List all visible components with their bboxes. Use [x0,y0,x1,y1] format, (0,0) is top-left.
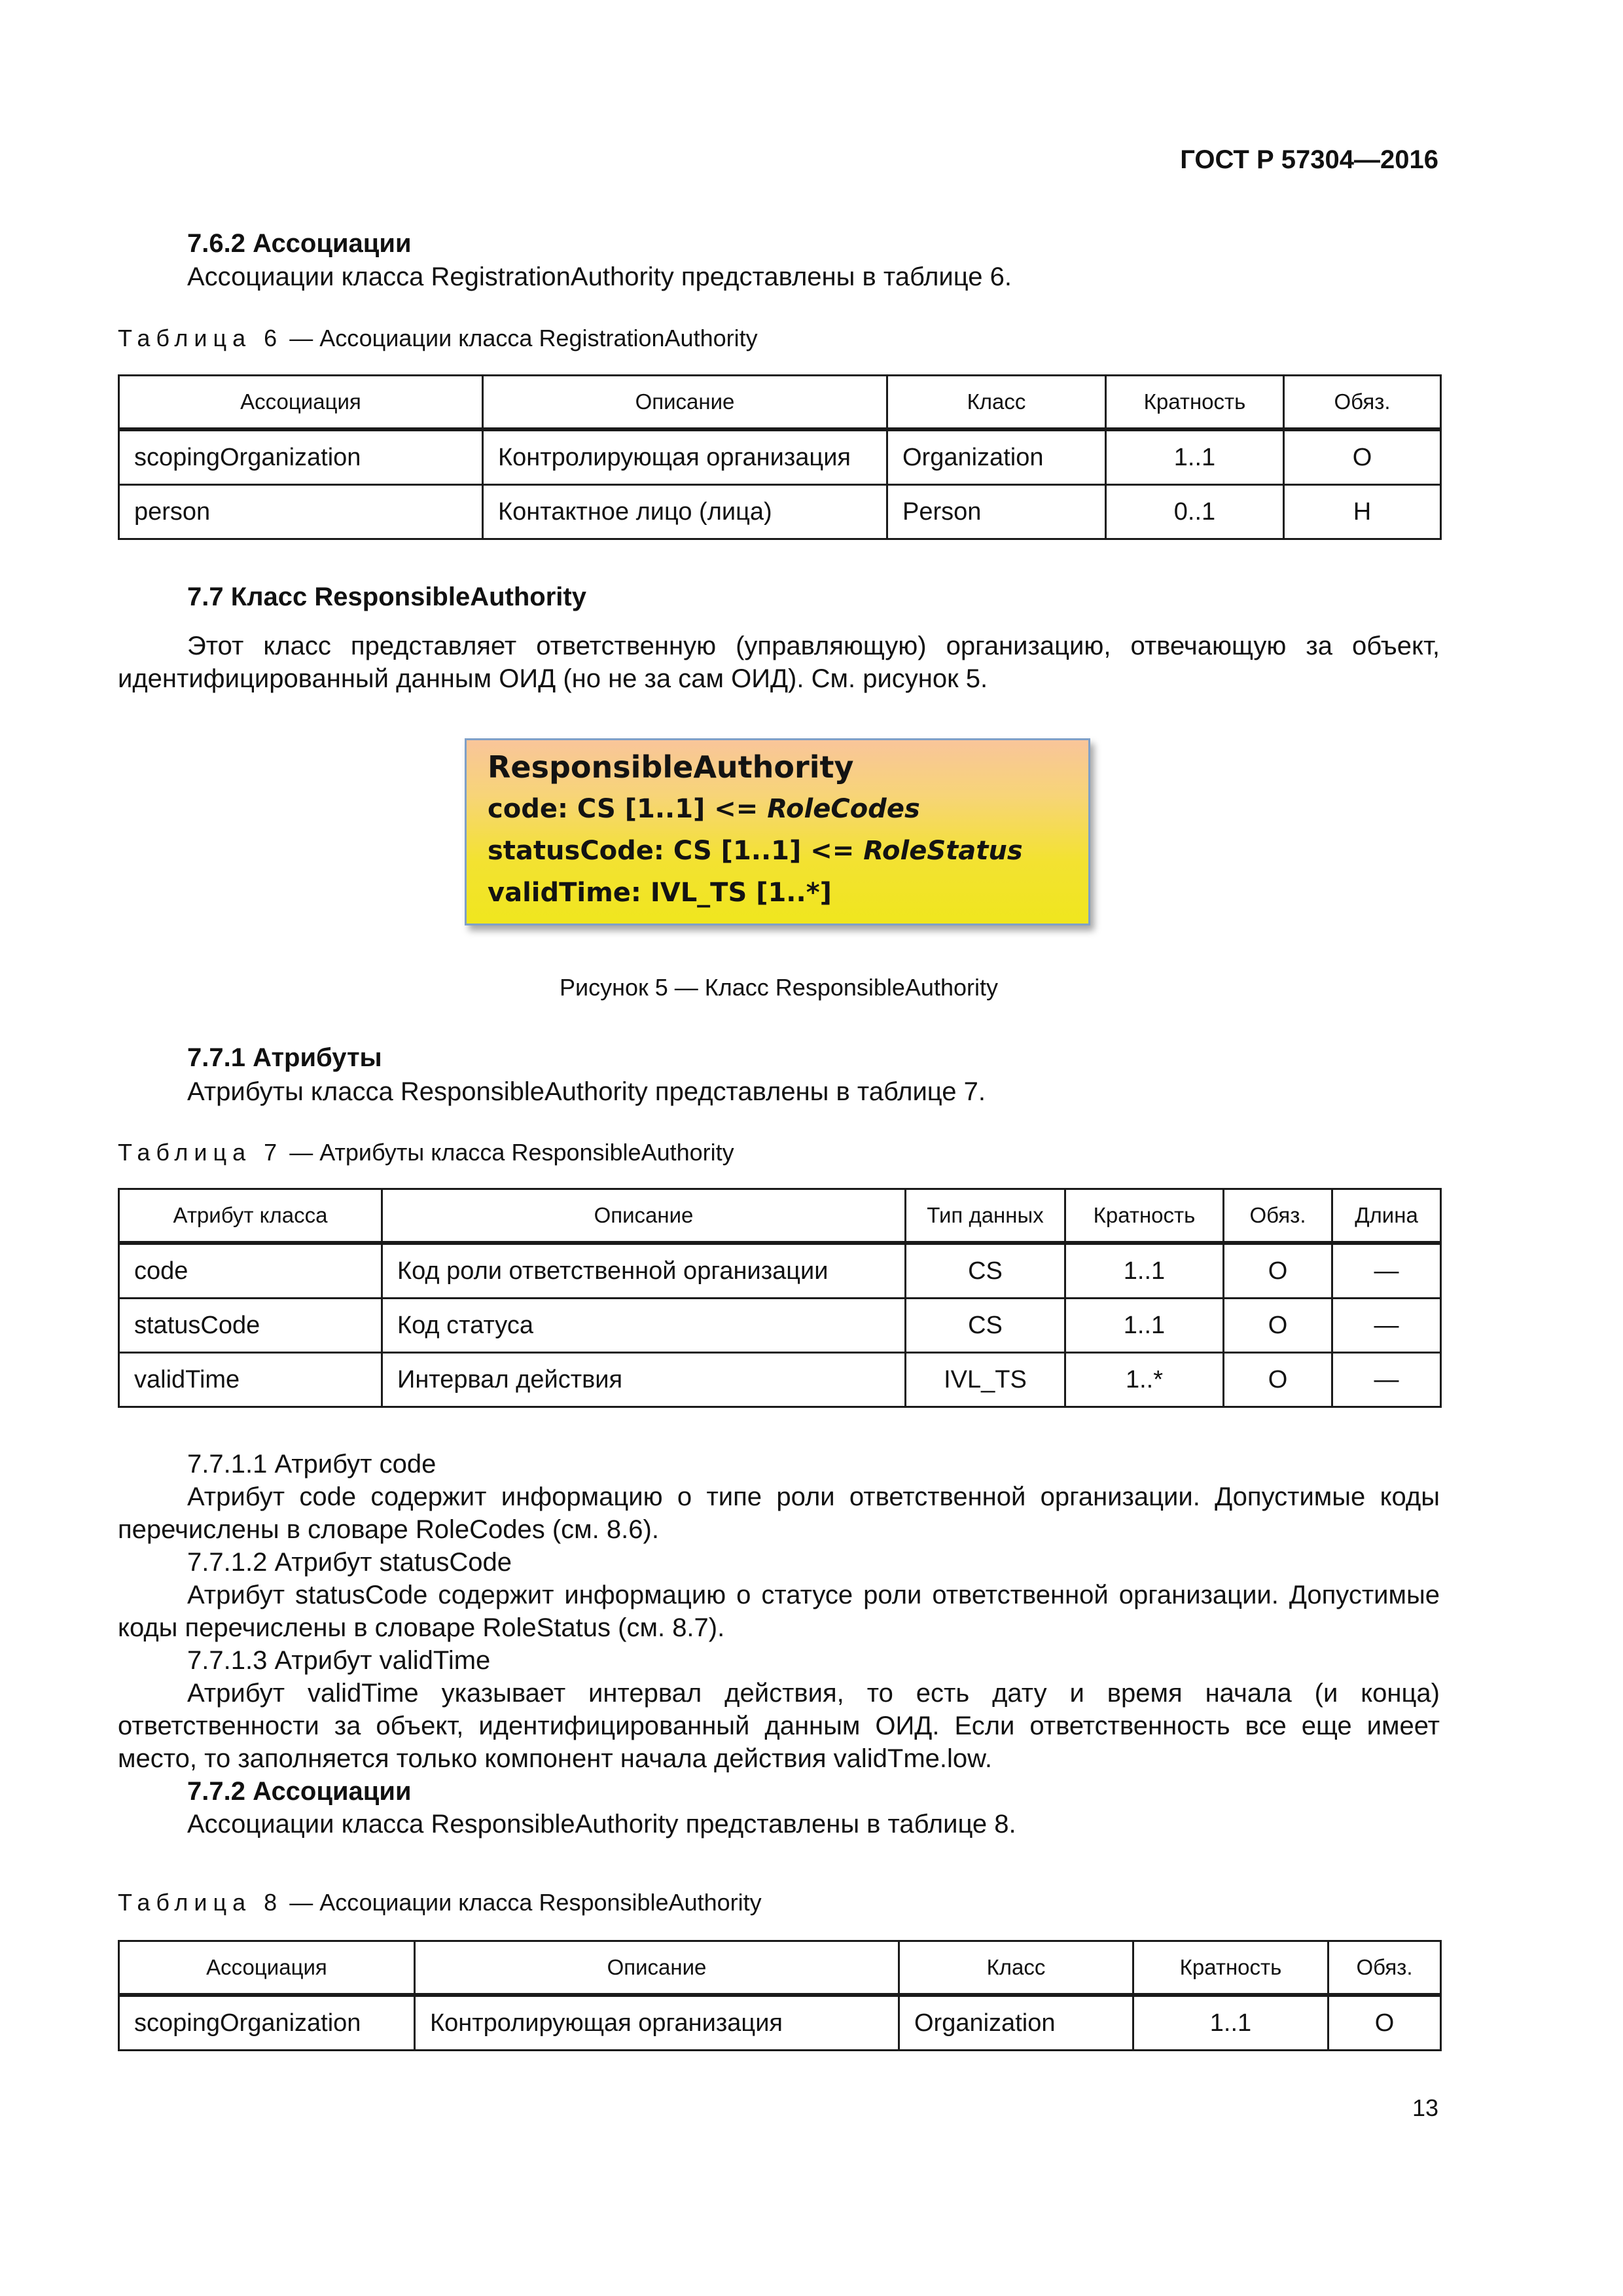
section-7-7-1-3-text: Атрибут validTime указывает интервал действия, то есть дату и время начала (и конца) ответственности за объект, идентифицированный данным ОИД. Если ответственность все еще имеет место, то заполняется только компонент начала действия validTme.low. [118,1679,1440,1773]
table-cell: Н [1284,485,1441,539]
table-7 [118,1188,1442,1408]
section-7-7-1-text: Атрибуты класса ResponsibleAuthority представлены в таблице 7. [187,1077,986,1106]
diagram-attribute-code [488,794,920,824]
table-cell: О [1329,1995,1441,2051]
table-row [119,1243,1441,1299]
table-cell: CS [906,1299,1065,1353]
table-cell: Контролирующая организация [415,1995,899,2051]
figure-5-caption: Рисунок 5 — Класс ResponsibleAuthority [560,974,998,1001]
table-cell: О [1224,1299,1332,1353]
attributes-description-block [118,1448,1440,1840]
section-7-6-2-heading: 7.6.2 Ассоциации [187,229,412,258]
table-cell: 1..1 [1065,1299,1224,1353]
table-cell: Контактное лицо (лица) [483,485,887,539]
table-row [119,1995,1441,2051]
diagram-attribute-text: code: CS [1..1] <= [488,794,768,824]
table-cell: Organization [887,429,1106,485]
table-cell: 1..1 [1065,1243,1224,1299]
table-header-row [119,1189,1441,1244]
diagram-vocabulary-ref: RoleCodes [767,794,920,824]
diagram-attribute-validtime: validTime: IVL_TS [1..*] [488,878,832,908]
table-cell: code [119,1243,382,1299]
section-7-6-2-text: Ассоциации класса RegistrationAuthority представлены в таблице 6. [187,262,1012,291]
table-row [119,485,1441,539]
section-7-7-1-3-heading: 7.7.1.3 Атрибут validTime [187,1646,491,1675]
table-cell: scopingOrganization [119,1995,415,2051]
table-6-caption-title: — Ассоциации класса RegistrationAuthority [289,325,758,351]
table-header-row [119,376,1441,430]
section-7-7-text: Этот класс представляет ответственную (управляющую) организацию, отвечающую за объект, идентифицированный данным ОИД (но не за сам ОИД). См. рисунок 5. [118,632,1440,693]
class-diagram-box [465,738,1090,925]
table-cell: 1..1 [1133,1995,1329,2051]
table-8-caption-title: — Ассоциации класса ResponsibleAuthority [289,1889,762,1916]
table-cell: 0..1 [1106,485,1284,539]
table-cell: О [1284,429,1441,485]
header-cell: Описание [483,376,887,430]
header-cell: Класс [887,376,1106,430]
diagram-class-name: ResponsibleAuthority [488,749,854,785]
table-6 [118,374,1442,540]
table-cell: О [1224,1243,1332,1299]
diagram-attribute-statuscode [488,836,1023,866]
table-header-row [119,1941,1441,1996]
table-cell: — [1332,1243,1441,1299]
diagram-vocabulary-ref: RoleStatus [863,836,1023,866]
section-7-7-1-2-text: Атрибут statusCode содержит информацию о статусе роли ответственной организации. Допустимые коды перечислены в словаре RoleStatus (см. 8.7). [118,1581,1440,1642]
table-cell: 1..* [1065,1353,1224,1407]
table-cell: CS [906,1243,1065,1299]
header-cell: Атрибут класса [119,1189,382,1244]
table-cell: Organization [899,1995,1133,2051]
section-7-7-1-1-heading: 7.7.1.1 Атрибут code [187,1450,437,1479]
table-8-caption-label: Таблица 8 [118,1889,283,1916]
header-cell: Ассоциация [119,376,483,430]
header-cell: Длина [1332,1189,1441,1244]
table-cell: statusCode [119,1299,382,1353]
header-cell: Кратность [1065,1189,1224,1244]
table-cell: 1..1 [1106,429,1284,485]
table-6-caption-label: Таблица 6 [118,325,283,351]
header-cell: Кратность [1133,1941,1329,1996]
table-cell: Код статуса [382,1299,906,1353]
table-cell: person [119,485,483,539]
standard-designation: ГОСТ Р 57304—2016 [1180,145,1438,174]
table-row [119,429,1441,485]
table-cell: — [1332,1353,1441,1407]
table-7-caption-label: Таблица 7 [118,1139,283,1166]
table-8-caption [118,1889,762,1916]
header-cell: Обяз. [1284,376,1441,430]
table-cell: О [1224,1353,1332,1407]
section-7-7-heading: 7.7 Класс ResponsibleAuthority [187,583,586,611]
header-cell: Ассоциация [119,1941,415,1996]
header-cell: Обяз. [1224,1189,1332,1244]
section-7-7-1-1-text: Атрибут code содержит информацию о типе роли ответственной организации. Допустимые коды перечислены в словаре RoleCodes (см. 8.6). [118,1482,1440,1544]
table-7-caption-title: — Атрибуты класса ResponsibleAuthority [289,1139,734,1166]
table-cell: — [1332,1299,1441,1353]
header-cell: Кратность [1106,376,1284,430]
table-cell: Контролирующая организация [483,429,887,485]
header-cell: Описание [382,1189,906,1244]
diagram-attribute-text: statusCode: CS [1..1] <= [488,836,864,866]
table-7-caption [118,1139,734,1166]
header-cell: Тип данных [906,1189,1065,1244]
page-number: 13 [1412,2094,1438,2121]
header-cell: Описание [415,1941,899,1996]
section-7-7-2-text: Ассоциации класса ResponsibleAuthority представлены в таблице 8. [187,1810,1016,1839]
table-row [119,1299,1441,1353]
table-row [119,1353,1441,1407]
section-7-7-1-heading: 7.7.1 Атрибуты [187,1043,382,1072]
header-cell: Обяз. [1329,1941,1441,1996]
table-cell: validTime [119,1353,382,1407]
table-8 [118,1940,1442,2051]
table-6-caption [118,325,758,352]
table-cell: Код роли ответственной организации [382,1243,906,1299]
section-7-7-2-heading: 7.7.2 Ассоциации [187,1777,412,1806]
table-cell: scopingOrganization [119,429,483,485]
table-cell: IVL_TS [906,1353,1065,1407]
header-cell: Класс [899,1941,1133,1996]
section-7-7-1-2-heading: 7.7.1.2 Атрибут statusCode [187,1548,512,1577]
table-cell: Person [887,485,1106,539]
table-cell: Интервал действия [382,1353,906,1407]
